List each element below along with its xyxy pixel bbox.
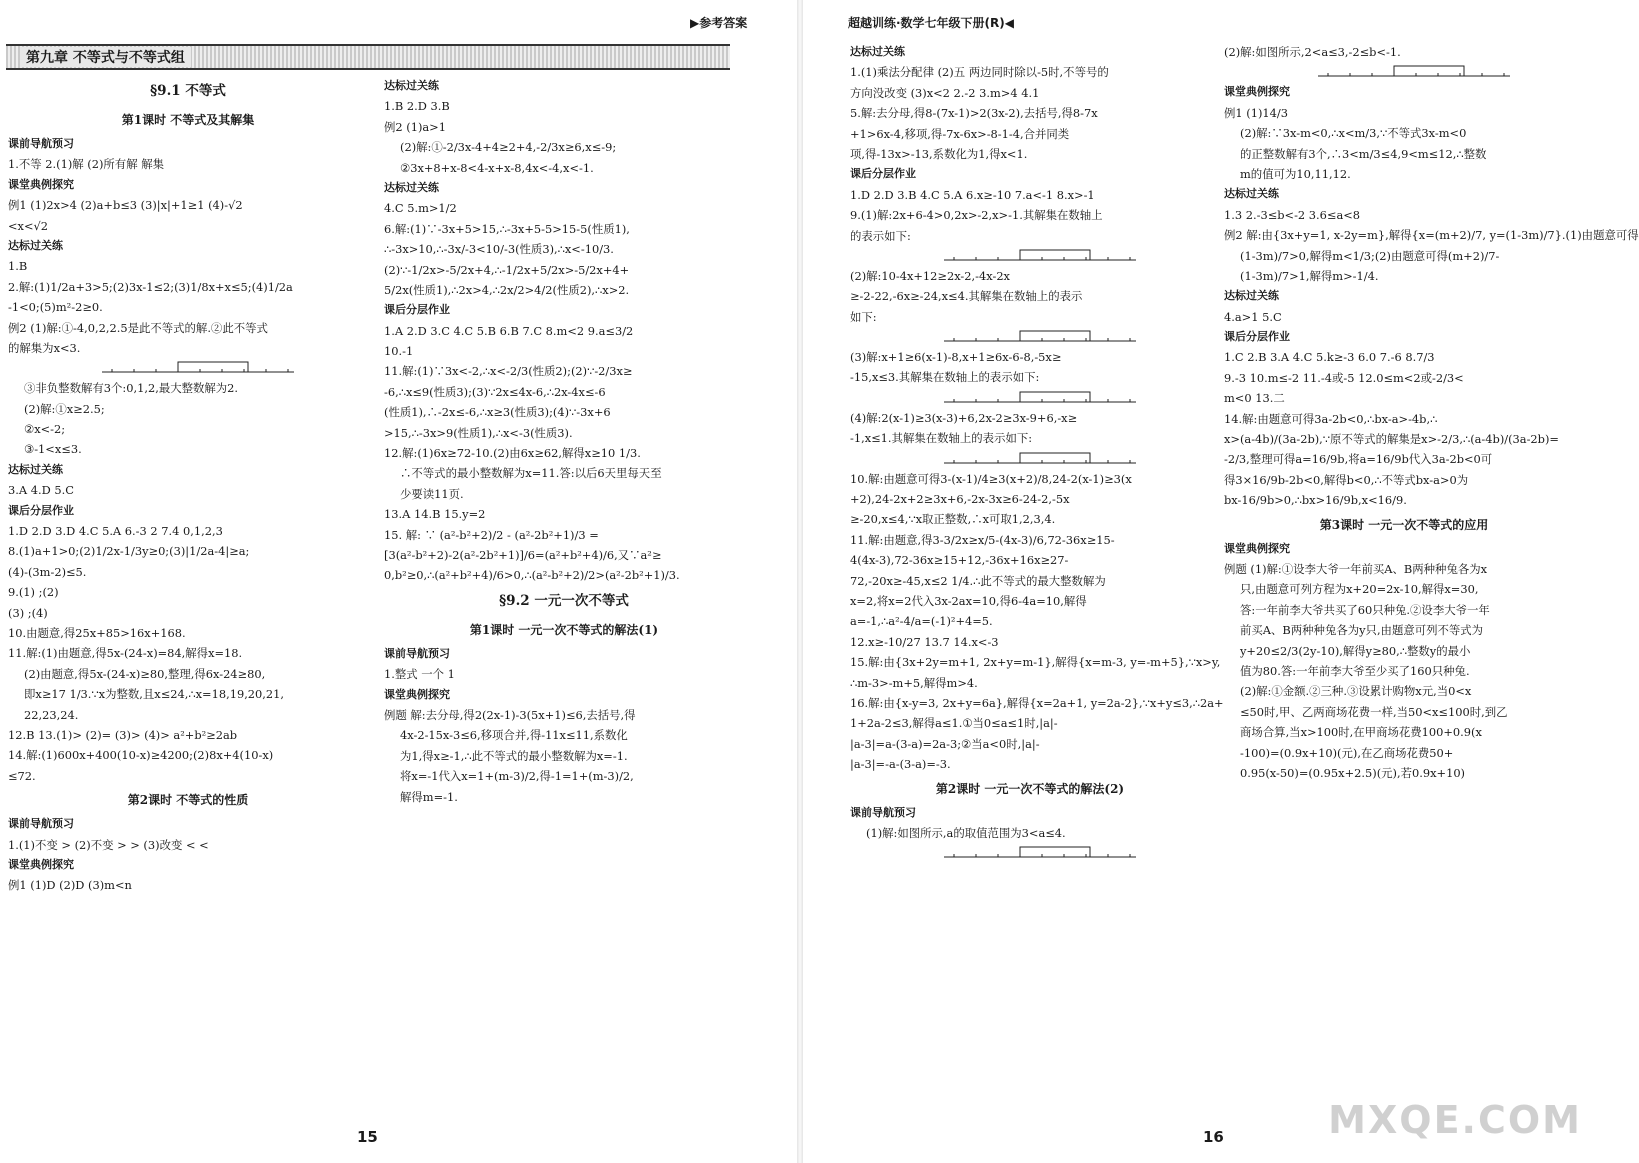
answer-line: 4x-2-15x-3≤6,移项合并,得-11x≤11,系数化	[400, 728, 628, 743]
answer-line: 1+2a-2≤3,解得a≤1.①当0≤a≤1时,|a|-	[850, 716, 1058, 731]
answer-line: (4)解:2(x-1)≥3(x-3)+6,2x-2≥3x-9+6,-x≥	[850, 410, 1078, 425]
answer-line: 15. 解: ∵ (a²-b²+2)/2 - (a²-2b²+1)/3 =	[384, 527, 599, 542]
answer-line: 8.(1)a+1>0;(2)1/2x-1/3y≥0;(3)|1/2a-4|≥a;	[8, 544, 250, 559]
answer-line: 方向没改变 (3)x<2 2.-2 3.m>4 4.1	[850, 85, 1040, 100]
answer-line: 只,由题意可列方程为x+20=2x-10,解得x=30,	[1240, 582, 1479, 597]
answer-line: ②x<-2;	[24, 422, 66, 437]
answer-line: 将x=-1代入x=1+(m-3)/2,得-1=1+(m-3)/2,	[400, 769, 634, 784]
answer-line: 少要读11页.	[400, 486, 464, 501]
answer-line: -2/3,整理可得a=16/9b,将a=16/9b代入3a-2b<0可	[1224, 452, 1493, 467]
section-heading: 达标过关练	[8, 238, 63, 252]
number-line-figure	[850, 843, 1210, 863]
right-page-column-2	[1224, 42, 1639, 1072]
lesson-title: 第2课时 不等式的性质	[127, 793, 249, 808]
answer-line: |a-3|=-a-(3-a)=-3.	[850, 757, 951, 772]
answer-line: 例1 (1)2x>4 (2)a+b≤3 (3)|x|+1≥1 (4)-√2	[8, 198, 243, 213]
answer-line: 10.-1	[384, 344, 414, 359]
answer-line: (3)解:x+1≥6(x-1)-8,x+1≥6x-6-8,-5x≥	[850, 350, 1062, 365]
answer-line: 例2 (1)解:①-4,0,2,2.5是此不等式的解.②此不等式	[8, 320, 268, 335]
section-heading: 课堂典例探究	[1224, 541, 1290, 555]
answer-line: 5.解:去分母,得8-(7x-1)>2(3x-2),去括号,得8-7x	[850, 106, 1098, 121]
lesson-title: 第2课时 一元一次不等式的解法(2)	[935, 781, 1125, 796]
answer-line: (1)解:如图所示,a的取值范围为3<a≤4.	[866, 825, 1066, 840]
answer-line: -1,x≤1.其解集在数轴上的表示如下:	[850, 431, 1033, 446]
answer-line: 1.C 2.B 3.A 4.C 5.k≥-3 6.0 7.-6 8.7/3	[1224, 350, 1435, 365]
answer-line: 的表示如下:	[850, 228, 911, 243]
answer-line: ≥-20,x≤4,∵x取正整数,∴x可取1,2,3,4.	[850, 512, 1056, 527]
answer-line: +1>6x-4,移项,得-7x-6x>-8-1-4,合并同类	[850, 126, 1070, 141]
answer-line: 即x≥17 1/3.∵x为整数,且x≤24,∴x=18,19,20,21,	[24, 687, 285, 702]
section-heading: 课前导航预习	[8, 817, 74, 831]
number-line-figure	[8, 358, 368, 378]
answer-line: 例2 解:由{3x+y=1, x-2y=m},解得{x=(m+2)/7, y=(1-3m)/7}.(1)由题意可得	[1224, 228, 1639, 243]
answer-line: 例1 (1)D (2)D (3)m<n	[8, 878, 132, 893]
number-line-figure	[850, 388, 1210, 408]
section-title: §9.1 不等式	[150, 83, 226, 99]
answer-line: 6.解:(1)∵-3x+5>15,∴-3x+5-5>15-5(性质1),	[384, 221, 630, 236]
answer-line: 72,-20x≥-45,x≤2 1/4.∴此不等式的最大整数解为	[850, 573, 1106, 588]
answer-line: 14.解:由题意可得3a-2b<0,∴bx-a>-4b,∴	[1224, 411, 1438, 426]
answer-line: ∴不等式的最小整数解为x=11.答:以后6天里每天至	[400, 466, 662, 481]
answer-line: 1.不等 2.(1)解 (2)所有解 解集	[8, 157, 164, 172]
section-heading: 课后分层作业	[850, 167, 916, 181]
answer-line: 1.D 2.D 3.B 4.C 5.A 6.x≥-10 7.a<-1 8.x>-1	[850, 187, 1095, 202]
running-head-left: ▶参考答案	[690, 16, 748, 30]
answer-line: (2)解:10-4x+12≥2x-2,-4x-2x	[850, 268, 1010, 283]
answer-line: 12.x≥-10/27 13.7 14.x<-3	[850, 634, 999, 649]
answer-line: 1.整式 一个 1	[384, 667, 455, 682]
answer-line: -1<0;(5)m²-2≥0.	[8, 300, 103, 315]
answer-line: ≤72.	[8, 768, 36, 783]
answer-line: 14.解:(1)600x+400(10-x)≥4200;(2)8x+4(10-x)	[8, 748, 274, 763]
section-heading: 课前导航预习	[384, 646, 450, 660]
answer-line: 12.解:(1)6x≥72-10.(2)由6x≥62,解得x≥10 1/3.	[384, 446, 641, 461]
answer-line: (1-3m)/7>0,解得m<1/3;(2)由题意可得(m+2)/7-	[1240, 248, 1500, 263]
answer-line: 商场合算,当x>100时,在甲商场花费100+0.9(x	[1240, 725, 1482, 740]
lesson-title: 第3课时 一元一次不等式的应用	[1319, 517, 1489, 532]
answer-line: 1.D 2.D 3.D 4.C 5.A 6.-3 2 7.4 0,1,2,3	[8, 524, 223, 539]
left-page-column-1	[8, 76, 368, 1106]
section-heading: 课前导航预习	[8, 137, 74, 150]
section-heading: 课后分层作业	[384, 303, 450, 317]
section-heading: 达标过关练	[384, 79, 439, 92]
answer-line: x>(a-4b)/(3a-2b),∵原不等式的解集是x>-2/3,∴(a-4b)/(3a-2b)=	[1224, 432, 1559, 447]
answer-line: -100)=(0.9x+10)(元),在乙商场花费50+	[1240, 745, 1454, 760]
section-heading: 达标过关练	[850, 45, 905, 58]
section-heading: 达标过关练	[1224, 289, 1279, 303]
answer-line: (性质1),∴-2x≤-6,∴x≥3(性质3);(4)∵-3x+6	[384, 405, 611, 420]
answer-line: 项,得-13x>-13,系数化为1,得x<1.	[850, 146, 1028, 161]
answer-line: >15,∴-3x>9(性质1),∴x<-3(性质3).	[384, 425, 573, 440]
section-heading: 课堂典例探究	[8, 177, 74, 191]
section-heading: 达标过关练	[384, 180, 439, 194]
answer-line: (2)∵-1/2x>-5/2x+4,∴-1/2x+5/2x>-5/2x+4+	[384, 262, 630, 277]
answer-line: 值为80.答:一年前李大爷至少买了160只种兔.	[1240, 663, 1470, 678]
answer-line: 4.a>1 5.C	[1224, 309, 1282, 324]
section-heading: 课后分层作业	[8, 503, 74, 517]
answer-line: 前买A、B两种种兔各为y只,由题意可列不等式为	[1240, 623, 1484, 638]
answer-line: 如下:	[850, 309, 877, 324]
answer-line: 例2 (1)a>1	[384, 119, 446, 134]
answer-line: -6,∴x≤9(性质3);(3)∵2x≤4x-6,∴2x-4x≤-6	[384, 384, 606, 399]
answer-line: 4.C 5.m>1/2	[384, 201, 457, 216]
answer-line: (1-3m)/7>1,解得m>-1/4.	[1240, 268, 1379, 283]
answer-line: 9.(1)解:2x+6-4>0,2x>-2,x>-1.其解集在数轴上	[850, 208, 1103, 223]
answer-line: 9.(1) ;(2)	[8, 585, 59, 600]
answer-line: (2)解:①x≥2.5;	[24, 401, 105, 416]
chapter-banner	[6, 44, 730, 70]
number-line-figure	[1224, 62, 1584, 82]
answer-line: <x<√2	[8, 218, 49, 233]
answer-line: (2)解:①-2/3x-4+4≥2+4,-2/3x≥6,x≤-9;	[400, 140, 617, 155]
section-heading: 课前导航预习	[850, 805, 916, 819]
answer-line: 例题 解:去分母,得2(2x-1)-3(5x+1)≤6,去括号,得	[384, 707, 636, 722]
answer-line: (2)由题意,得5x-(24-x)≥80,整理,得6x-24≥80,	[24, 666, 266, 681]
answer-line: x=2,将x=2代入3x-2ax=10,得6-4a=10,解得	[850, 593, 1087, 608]
answer-line: y+20≤2/3(2y-10),解得y≥80,∴整数y的最小	[1240, 643, 1471, 658]
answer-line: 答:一年前李大爷共买了60只种兔.②设李大爷一年	[1240, 602, 1490, 617]
answer-line: 4(4x-3),72-36x≥15+12,-36x+16x≥27-	[850, 553, 1069, 568]
answer-line: ③-1<x≤3.	[24, 442, 82, 457]
answer-line: 为1,得x≥-1,∴此不等式的最小整数解为x=-1.	[400, 748, 628, 763]
answer-line: (2)解:∵3x-m<0,∴x<m/3,∵不等式3x-m<0	[1240, 126, 1467, 141]
answer-line: ≤50时,甲、乙两商场花费一样,当50<x≤100时,到乙	[1240, 704, 1508, 719]
page-number-left: 15	[357, 1128, 378, 1146]
answer-line: 11.解:(1)∵3x<-2,∴x<-2/3(性质2);(2)∵-2/3x≥	[384, 364, 633, 379]
answer-line: m的值可为10,11,12.	[1240, 166, 1351, 181]
lesson-title: 第1课时 一元一次不等式的解法(1)	[469, 622, 659, 637]
lesson-title: 第1课时 不等式及其解集	[121, 113, 255, 127]
answer-line: 10.解:由题意可得3-(x-1)/4≥3(x+2)/8,24-2(x-1)≥3(x	[850, 471, 1132, 486]
section-title: §9.2 一元一次不等式	[499, 592, 629, 609]
answer-line: ∴-3x>10,∴-3x/-3<10/-3(性质3),∴x<-10/3.	[384, 242, 614, 257]
running-head-right: 超越训练·数学七年级下册(R)◀	[848, 16, 1014, 30]
answer-line: 例题 (1)解:①设李大爷一年前买A、B两种种兔各为x	[1224, 561, 1488, 576]
section-heading: 达标过关练	[1224, 187, 1279, 201]
answer-line: 1.B	[8, 259, 28, 274]
answer-line: ②3x+8+x-8<4-x+x-8,4x<-4,x<-1.	[400, 160, 594, 175]
number-line-figure	[850, 246, 1210, 266]
answer-line: +2),24-2x+2≥3x+6,-2x-3x≥6-24-2,-5x	[850, 492, 1070, 507]
chapter-title: 第九章 不等式与不等式组	[20, 47, 191, 67]
answer-line: 13.A 14.B 15.y=2	[384, 507, 486, 522]
left-page	[0, 0, 800, 1163]
page-number-right: 16	[1203, 1128, 1224, 1146]
answer-line: ≥-2-22,-6x≥-24,x≤4.其解集在数轴上的表示	[850, 289, 1083, 304]
answer-line: ③非负整数解有3个:0,1,2,最大整数解为2.	[24, 381, 239, 396]
section-heading: 课堂典例探究	[8, 857, 74, 871]
answer-line: 22,23,24.	[24, 707, 79, 722]
section-heading: 课后分层作业	[1224, 330, 1290, 344]
answer-line: 得3×16/9b-2b<0,解得b<0,∴不等式bx-a>0为	[1224, 472, 1469, 487]
answer-line: 1.B 2.D 3.B	[384, 99, 450, 114]
answer-line: (4)-(3m-2)≤5.	[8, 564, 87, 579]
right-page	[800, 0, 1639, 1163]
number-line-figure	[850, 449, 1210, 469]
answer-line: 0.95(x-50)=(0.95x+2.5)(元),若0.9x+10)	[1240, 765, 1466, 780]
right-page-column-1	[850, 42, 1224, 1072]
answer-line: 11.解:由题意,得3-3/2x≥x/5-(4x-3)/6,72-36x≥15-	[850, 532, 1115, 547]
answer-line: 解得m=-1.	[400, 789, 458, 804]
answer-line: 0,b²≥0,∴(a²+b²+4)/6>0,∴(a²-b²+2)/2>(a²-2b²+1)/3.	[384, 568, 680, 583]
answer-line: 15.解:由{3x+2y=m+1, 2x+y=m-1},解得{x=m-3, y=-m+5},∵x>y,	[850, 655, 1221, 670]
left-page-column-2	[384, 76, 744, 1106]
answer-line: ∴m-3>-m+5,解得m>4.	[850, 675, 978, 690]
answer-line: [3(a²-b²+2)-2(a²-2b²+1)]/6=(a²+b²+4)/6,又∵a²≥	[384, 547, 662, 562]
answer-line: (2)解:如图所示,2<a≤3,-2≤b<-1.	[1224, 45, 1401, 59]
answer-line: (2)解:①金额.②三种.③设累计购物x元,当0<x	[1240, 684, 1472, 699]
section-heading: 课堂典例探究	[1224, 85, 1290, 99]
answer-line: 1.(1)乘法分配律 (2)五 两边同时除以-5时,不等号的	[850, 65, 1109, 80]
answer-line: 3.A 4.D 5.C	[8, 483, 74, 498]
answer-line: 10.由题意,得25x+85>16x+168.	[8, 625, 186, 640]
answer-line: 例1 (1)14/3	[1224, 105, 1288, 120]
answer-line: 的解集为x<3.	[8, 340, 81, 355]
answer-line: (3) ;(4)	[8, 605, 48, 620]
answer-line: a=-1,∴a²-4/a=(-1)²+4=5.	[850, 614, 993, 629]
answer-line: 5/2x(性质1),∴2x>4,∴2x/2>4/2(性质2),∴x>2.	[384, 282, 630, 297]
answer-line: 2.解:(1)1/2a+3>5;(2)3x-1≤2;(3)1/8x+x≤5;(4)1/2a	[8, 279, 293, 294]
number-line-figure	[850, 327, 1210, 347]
answer-line: -15,x≤3.其解集在数轴上的表示如下:	[850, 370, 1040, 385]
watermark: MXQE.COM	[1328, 1098, 1582, 1142]
section-heading: 达标过关练	[8, 462, 63, 476]
answer-line: 的正整数解有3个,∴3<m/3≤4,9<m≤12,∴整数	[1240, 146, 1487, 161]
answer-line: 11.解:(1)由题意,得5x-(24-x)=84,解得x=18.	[8, 646, 243, 661]
answer-line: 16.解:由{x-y=3, 2x+y=6a},解得{x=2a+1, y=2a-2},∵x+y≤3,∴2a+	[850, 695, 1224, 710]
answer-line: 1.(1)不变 > (2)不变 > > (3)改变 < <	[8, 837, 209, 852]
answer-line: 12.B 13.(1)> (2)= (3)> (4)> a²+b²≥2ab	[8, 727, 238, 742]
section-heading: 课堂典例探究	[384, 687, 450, 701]
answer-line: 1.3 2.-3≤b<-2 3.6≤a<8	[1224, 207, 1361, 222]
answer-line: |a-3|=a-(3-a)=2a-3;②当a<0时,|a|-	[850, 736, 1040, 751]
answer-line: m<0 13.二	[1224, 391, 1285, 406]
answer-line: 9.-3 10.m≤-2 11.-4或-5 12.0≤m<2或-2/3<	[1224, 370, 1464, 385]
answer-line: bx-16/9b>0,∴bx>16/9b,x<16/9.	[1224, 493, 1407, 508]
answer-line: 1.A 2.D 3.C 4.C 5.B 6.B 7.C 8.m<2 9.a≤3/2	[384, 323, 634, 338]
